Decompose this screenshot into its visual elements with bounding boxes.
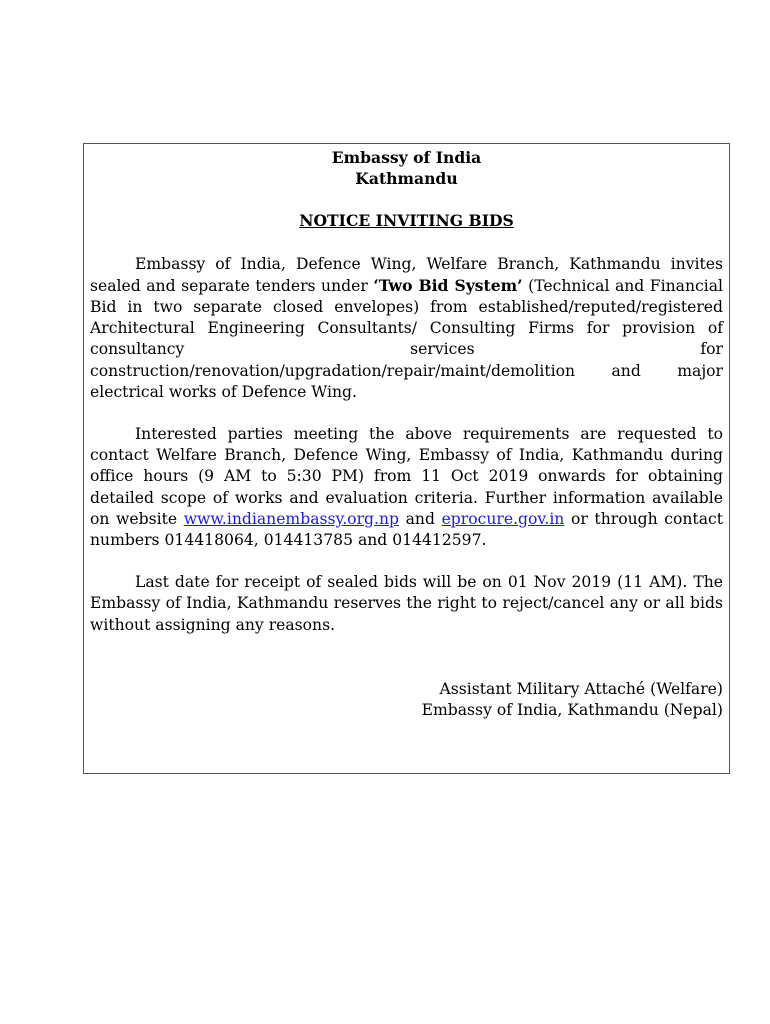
paragraph-text: and	[399, 509, 442, 528]
paragraph-text: Interested parties meeting the above requirements are requested to contact Welfare Branch, Defence Wing, Embassy of India, Kathmandu during office hours (9 AM to 5:30 PM) from 11 Oct 2019 onwards for obtaining detailed scope of works and evaluation criteria. Further information available on website	[90, 425, 723, 528]
paragraph-contact	[90, 424, 723, 551]
paragraph-invitation	[90, 254, 723, 403]
paragraph-text: (Technical and Financial Bid in two separate closed envelopes) from established/reputed/registered Architectural Engineering Consultants/ Consulting Firms for provision of consultancy services for construction/renovation/upgradation/repair/maint/demolition and major electrical works of Defence Wing.	[90, 276, 723, 401]
paragraph-deadline: Last date for receipt of sealed bids will be on 01 Nov 2019 (11 AM). The Embassy of India, Kathmandu reserves the right to reject/cancel any or all bids without assigning any reasons.	[90, 573, 723, 634]
org-location: Kathmandu	[355, 169, 458, 189]
signature-office: Embassy of India, Kathmandu (Nepal)	[421, 701, 723, 720]
signature-block	[90, 679, 723, 721]
notice-box	[83, 143, 730, 774]
paragraph-text: or through contact numbers 014418064, 014413785 and 014412597.	[90, 509, 723, 550]
two-bid-system-emphasis: ‘Two Bid System’	[373, 275, 523, 295]
org-name: Embassy of India	[331, 148, 482, 167]
embassy-website-link[interactable]: www.indianembassy.org.np	[183, 509, 399, 528]
signature-title: Assistant Military Attaché (Welfare)	[439, 679, 723, 698]
paragraph-text: Embassy of India, Defence Wing, Welfare Branch, Kathmandu invites sealed and separate tenders under	[90, 254, 723, 295]
notice-title: NOTICE INVITING BIDS	[299, 211, 514, 231]
eprocure-link[interactable]: eprocure.gov.in	[441, 509, 565, 528]
